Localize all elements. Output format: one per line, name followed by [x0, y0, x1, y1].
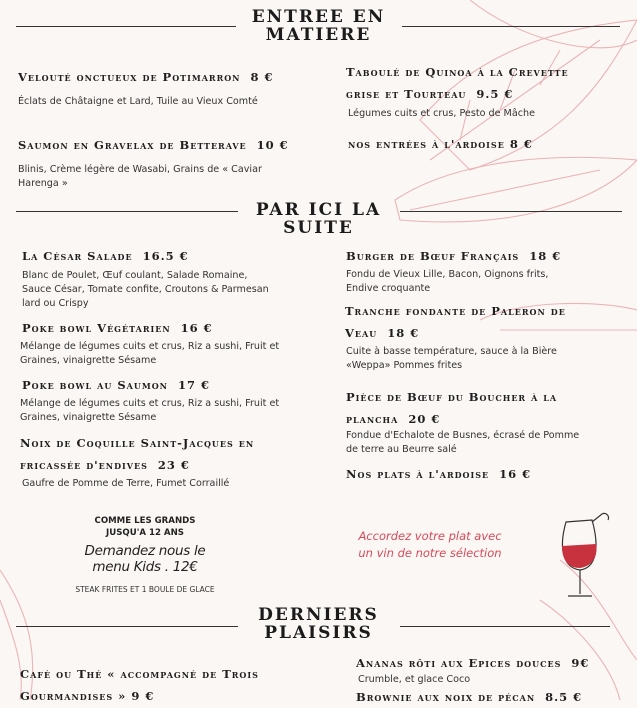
- dish-cesar-desc: Blanc de Poulet, Œuf coulant, Salade Romaine, Sauce César, Tomate confite, Croutons & Parmesan lard ou Crispy: [22, 270, 269, 309]
- kids-footnote: STEAK FRITES ET 1 BOULE DE GLACE: [75, 585, 215, 594]
- wine-pairing-note: Accordez votre plat avec un vin de notre sélection: [358, 529, 502, 560]
- section-entrees-title-line1: ENTREE EN: [251, 7, 386, 27]
- kids-hand-line2: menu Kids . 12€: [92, 559, 198, 575]
- dish-price: 8 €: [250, 70, 274, 84]
- dish-poke-saumon-desc: Mélange de légumes cuits et crus, Riz a sushi, Fruit et Graines, vinaigrette Sésame: [20, 398, 280, 423]
- dish-price: 8.5 €: [545, 690, 583, 704]
- dish-taboule: Taboulé de Quinoa à la Crevette grise et Tourteau 9.5 €: [346, 65, 569, 101]
- dish-burger: Burger de Bœuf Français 18 €: [346, 249, 562, 263]
- dish-brownie: Brownie aux noix de pécan 8.5 €: [356, 690, 583, 704]
- dish-price: 17 €: [178, 378, 211, 392]
- dish-price: 9 €: [131, 689, 155, 703]
- dish-ananas: Ananas rôti aux Epices douces 9€: [356, 656, 590, 670]
- dish-saumon-gravelax: Saumon en Gravelax de Betterave 10 €: [18, 138, 289, 152]
- dish-poke-vegetarien: Poke bowl Végétarien 16 €: [22, 321, 213, 335]
- dish-ananas-desc: Crumble, et glace Coco: [358, 674, 471, 685]
- dish-plats-ardoise: Nos plats à l'ardoise 16 €: [346, 467, 532, 481]
- section-suite-title-line1: PAR ICI LA: [255, 200, 382, 220]
- dish-saint-jacques: Noix de Coquille Saint-Jacques en fricassée d'endives 23 €: [20, 436, 255, 472]
- kids-menu: [60, 515, 230, 594]
- dish-saint-jacques-desc: Gaufre de Pomme de Terre, Fumet Corraillé: [22, 478, 230, 489]
- section-suite-title-line2: SUITE: [283, 218, 354, 238]
- kids-title-line2: JUSQU'A 12 ANS: [106, 528, 184, 538]
- dish-veloute-desc: Éclats de Châtaigne et Lard, Tuile au Vieux Comté: [18, 96, 258, 107]
- kids-title-line1: COMME LES GRANDS: [94, 516, 196, 526]
- dish-burger-desc: Fondu de Vieux Lille, Bacon, Oignons frits, Endive croquante: [346, 269, 549, 294]
- dish-paleron-desc: Cuite à basse température, sauce à la Bière «Weppa» Pommes frites: [346, 346, 557, 371]
- dish-price: 10 €: [256, 138, 289, 152]
- dish-poke-vegetarien-desc: Mélange de légumes cuits et crus, Riz a sushi, Fruit et Graines, vinaigrette Sésame: [20, 341, 280, 366]
- dish-price: 16.5 €: [142, 249, 189, 263]
- dish-entrees-ardoise: nos entrées à l'ardoise 8 €: [348, 137, 533, 151]
- dish-boeuf-boucher-desc: Fondue d'Echalote de Busnes, écrasé de Pomme de terre au Beurre salé: [346, 430, 580, 455]
- dish-price: 18 €: [387, 326, 420, 340]
- section-suite-header: [0, 201, 637, 237]
- dish-price: 16 €: [499, 467, 532, 481]
- dish-veloute: Velouté onctueux de Potimarron 8 €: [18, 70, 274, 84]
- section-desserts-header: [0, 606, 637, 642]
- dish-price: 23 €: [157, 458, 190, 472]
- dish-paleron: Tranche fondante de Paleron de Veau 18 €: [345, 304, 566, 340]
- section-entrees-header: [0, 8, 637, 44]
- dish-price: 9.5 €: [476, 87, 514, 101]
- section-desserts-title-line1: DERNIERS: [258, 605, 379, 625]
- dish-price: 18 €: [529, 249, 562, 263]
- section-entrees-title-line2: MATIERE: [265, 25, 372, 45]
- dish-price: 8 €: [509, 137, 533, 151]
- section-desserts-title-line2: PLAISIRS: [264, 623, 373, 643]
- dish-poke-saumon: Poke bowl au Saumon 17 €: [22, 378, 211, 392]
- dish-boeuf-boucher: Pièce de Bœuf du Boucher à la plancha 20 €: [346, 390, 558, 426]
- dish-price: 16 €: [180, 321, 213, 335]
- dish-cesar: La César Salade 16.5 €: [22, 249, 189, 263]
- dish-price: 9€: [571, 656, 590, 670]
- dish-saumon-gravelax-desc: Blinis, Crème légère de Wasabi, Grains de « Caviar Harenga »: [18, 164, 262, 189]
- dish-price: 20 €: [408, 412, 441, 426]
- kids-hand-line1: Demandez nous le: [84, 543, 206, 559]
- dish-taboule-desc: Légumes cuits et crus, Pesto de Mâche: [348, 108, 535, 119]
- dish-cafe-gourmand: Café ou Thé « accompagné de Trois Gourmandises » 9 €: [20, 667, 259, 703]
- wine-glass-icon: [548, 510, 618, 600]
